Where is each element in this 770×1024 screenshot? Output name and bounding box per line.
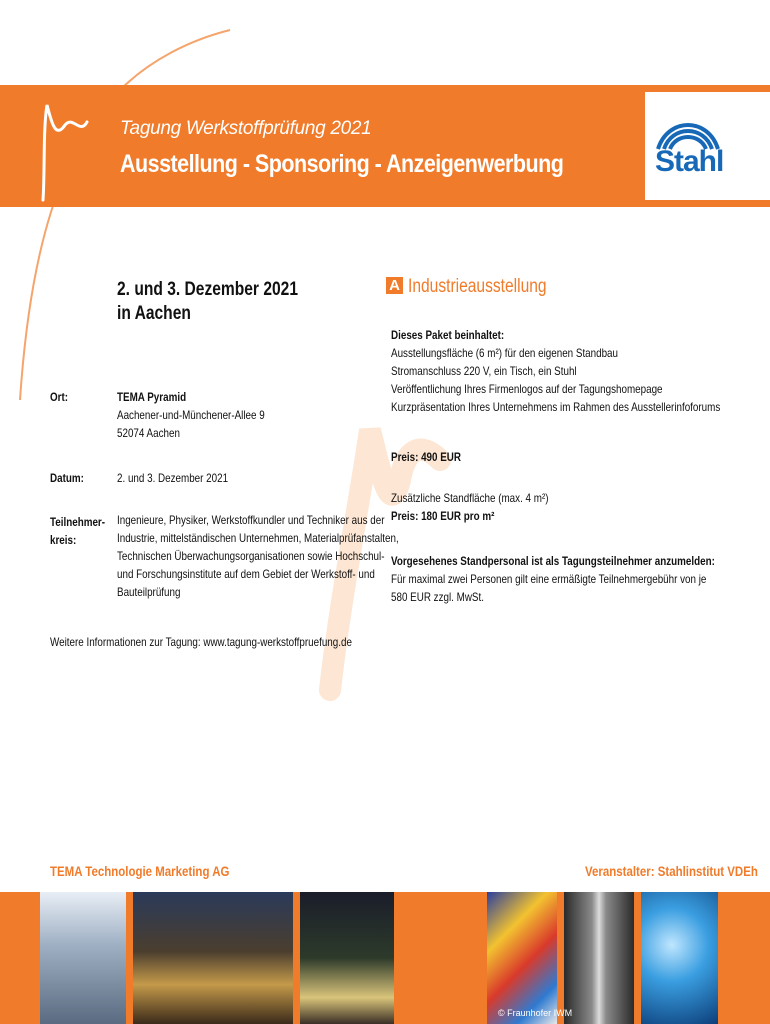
footer-organizer: Veranstalter: Stahlinstitut VDEh xyxy=(585,863,758,879)
package-item: Ausstellungsfläche (6 m²) für den eigenen Standbau xyxy=(391,346,619,360)
teilnehmer-line: Bauteilprüfung xyxy=(117,585,181,599)
staff-line: Für maximal zwei Personen gilt eine ermäßigte Teilnehmergebühr von je xyxy=(391,572,707,586)
staff-block xyxy=(391,552,715,606)
photo-particles xyxy=(641,892,718,1024)
photo-conference-room xyxy=(40,892,126,1024)
section-a-title: Industrieausstellung xyxy=(408,276,547,297)
package-heading: Dieses Paket beinhaltet: xyxy=(391,328,505,342)
footer-company: TEMA Technologie Marketing AG xyxy=(50,863,230,879)
venue-name: TEMA Pyramid xyxy=(117,390,187,404)
page-subtitle: Ausstellung - Sponsoring - Anzeigenwerbung xyxy=(120,150,564,178)
teilnehmer-label-2: kreis: xyxy=(50,533,77,547)
package-item: Stromanschluss 220 V, ein Tisch, ein Stuhl xyxy=(391,364,577,378)
teilnehmer-label xyxy=(50,513,105,549)
teilnehmer-line: und Forschungsinstitute auf dem Gebiet der Werkstoff- und xyxy=(117,567,375,581)
event-dates xyxy=(117,278,298,326)
extra-price: Preis: 180 EUR pro m² xyxy=(391,509,495,523)
venue-city: 52074 Aachen xyxy=(117,426,180,440)
staff-line: 580 EUR zzgl. MwSt. xyxy=(391,590,484,604)
datum-value: 2. und 3. Dezember 2021 xyxy=(117,471,229,485)
teilnehmer-line: Technischen Überwachungsorganisationen sowie Hochschul- xyxy=(117,549,385,563)
photo-microstructure xyxy=(487,892,557,1024)
photo-test-specimen xyxy=(564,892,634,1024)
package-price: Preis: 490 EUR xyxy=(391,450,462,464)
more-info-link[interactable]: Weitere Informationen zur Tagung: www.tagung-werkstoffpruefung.de xyxy=(50,635,352,649)
datum-label: Datum: xyxy=(50,471,84,485)
conference-title: Tagung Werkstoffprüfung 2021 xyxy=(120,118,372,139)
teilnehmer-line: Ingenieure, Physiker, Werkstoffkundler und Techniker aus der xyxy=(117,513,385,527)
dates-line-2: in Aachen xyxy=(117,303,191,324)
photo-building-night xyxy=(133,892,293,1024)
venue-street: Aachener-und-Münchener-Allee 9 xyxy=(117,408,265,422)
photo-christmas-tree xyxy=(300,892,394,1024)
stahl-logo-text: Stahl xyxy=(655,145,724,178)
dates-line-1: 2. und 3. Dezember 2021 xyxy=(117,279,298,300)
package-item: Kurzpräsentation Ihres Unternehmens im Rahmen des Ausstellerinfoforums xyxy=(391,400,721,414)
package-item: Veröffentlichung Ihres Firmenlogos auf der Tagungshomepage xyxy=(391,382,663,396)
ort-value xyxy=(117,388,265,442)
teilnehmer-line: Industrie, mittelständischen Unternehmen, Materialprüfanstalten, xyxy=(117,531,399,545)
package-list xyxy=(391,326,720,416)
ort-label: Ort: xyxy=(50,390,69,404)
tagung-swirl-logo xyxy=(25,80,120,210)
staff-heading: Vorgesehenes Standpersonal ist als Tagungsteilnehmer anzumelden: xyxy=(391,554,715,568)
teilnehmer-label-1: Teilnehmer- xyxy=(50,515,106,529)
extra-area-block xyxy=(391,489,549,525)
teilnehmer-value xyxy=(117,511,399,601)
section-a-badge: A xyxy=(386,277,403,294)
extra-area: Zusätzliche Standfläche (max. 4 m²) xyxy=(391,491,549,505)
photo-credit: © Fraunhofer IWM xyxy=(498,1008,573,1018)
